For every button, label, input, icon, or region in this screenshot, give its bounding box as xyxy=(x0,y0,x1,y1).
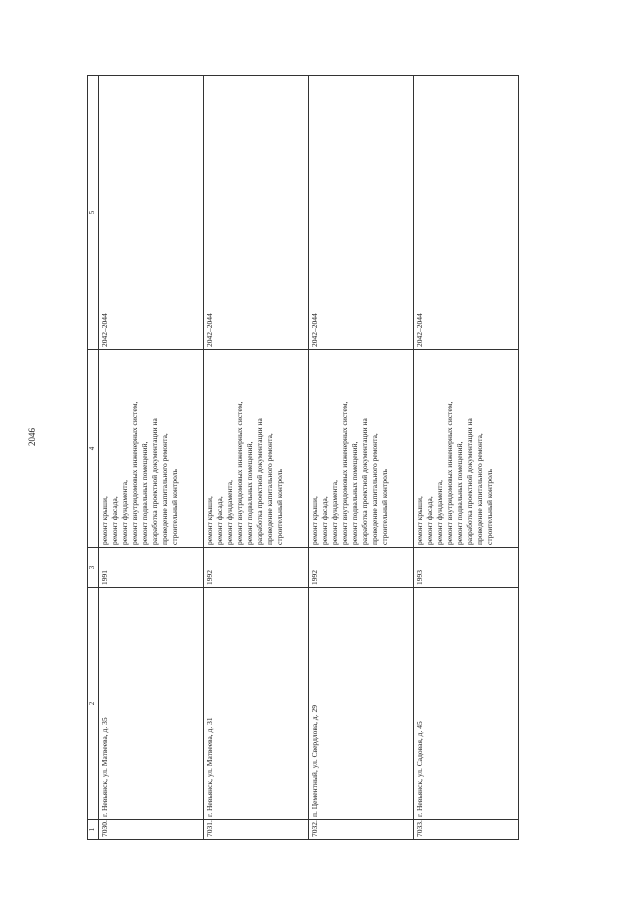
header-col-1: 1 xyxy=(88,820,99,840)
work-item: ремонт подвальных помещений, xyxy=(245,441,254,545)
row-works xyxy=(204,350,309,548)
row-year: 1992 xyxy=(204,548,309,588)
row-works xyxy=(99,350,204,548)
row-period: 2042–2044 xyxy=(99,76,204,350)
row-works xyxy=(309,350,414,548)
row-year: 1992 xyxy=(309,548,414,588)
header-row xyxy=(88,76,99,840)
work-item: ремонт подвальных помещений, xyxy=(140,441,149,545)
work-item: разработка проектной документации на xyxy=(465,418,474,545)
header-col-5: 5 xyxy=(88,76,99,350)
row-year: 1991 xyxy=(99,548,204,588)
work-item: проведение капитального ремонта, xyxy=(370,433,379,545)
work-item: строительный контроль xyxy=(485,469,494,545)
row-address: г. Невьянск, ул. Садовая, д. 45 xyxy=(414,588,519,820)
work-item: ремонт подвальных помещений, xyxy=(455,441,464,545)
work-item: строительный контроль xyxy=(170,469,179,545)
work-item: ремонт фундамента, xyxy=(120,480,129,545)
row-address: г. Невьянск, ул. Матвеева, д. 35 xyxy=(99,588,204,820)
row-number: 7033. xyxy=(414,820,519,840)
work-item: ремонт фундамента, xyxy=(330,480,339,545)
row-address: п. Цементный, ул. Свердлова, д. 29 xyxy=(309,588,414,820)
table-row xyxy=(414,76,519,840)
work-item: ремонт крыши, xyxy=(310,496,319,545)
header-col-3: 3 xyxy=(88,548,99,588)
work-item: ремонт фасада, xyxy=(110,496,119,545)
work-item: ремонт крыши, xyxy=(205,496,214,545)
header-col-4: 4 xyxy=(88,350,99,548)
work-item: ремонт фундамента, xyxy=(435,480,444,545)
work-item: проведение капитального ремонта, xyxy=(265,433,274,545)
row-works xyxy=(414,350,519,548)
table-row xyxy=(204,76,309,840)
row-number: 7032. xyxy=(309,820,414,840)
work-item: ремонт фасада, xyxy=(320,496,329,545)
rotated-table-container xyxy=(87,76,517,840)
row-address: г. Невьянск, ул. Матвеева, д. 31 xyxy=(204,588,309,820)
table-wrapper xyxy=(87,76,517,840)
work-item: ремонт внутридомовых инженерных систем, xyxy=(445,401,454,545)
work-item: ремонт фасада, xyxy=(425,496,434,545)
work-item: ремонт крыши, xyxy=(100,496,109,545)
work-item: строительный контроль xyxy=(275,469,284,545)
table-row xyxy=(99,76,204,840)
row-period: 2042–2044 xyxy=(414,76,519,350)
row-number: 7030. xyxy=(99,820,204,840)
row-year: 1993 xyxy=(414,548,519,588)
work-item: ремонт внутридомовых инженерных систем, xyxy=(235,401,244,545)
work-item: разработка проектной документации на xyxy=(360,418,369,545)
work-item: проведение капитального ремонта, xyxy=(160,433,169,545)
work-item: ремонт внутридомовых инженерных систем, xyxy=(130,401,139,545)
page-number: 2046 xyxy=(27,428,37,446)
row-period: 2042–2044 xyxy=(309,76,414,350)
repair-schedule-table xyxy=(87,75,519,840)
table-row xyxy=(309,76,414,840)
header-col-2: 2 xyxy=(88,588,99,820)
work-item: ремонт подвальных помещений, xyxy=(350,441,359,545)
work-item: ремонт крыши, xyxy=(415,496,424,545)
work-item: ремонт фундамента, xyxy=(225,480,234,545)
work-item: разработка проектной документации на xyxy=(150,418,159,545)
work-item: проведение капитального ремонта, xyxy=(475,433,484,545)
work-item: разработка проектной документации на xyxy=(255,418,264,545)
row-number: 7031. xyxy=(204,820,309,840)
work-item: ремонт фасада, xyxy=(215,496,224,545)
work-item: ремонт внутридомовых инженерных систем, xyxy=(340,401,349,545)
work-item: строительный контроль xyxy=(380,469,389,545)
row-period: 2042–2044 xyxy=(204,76,309,350)
